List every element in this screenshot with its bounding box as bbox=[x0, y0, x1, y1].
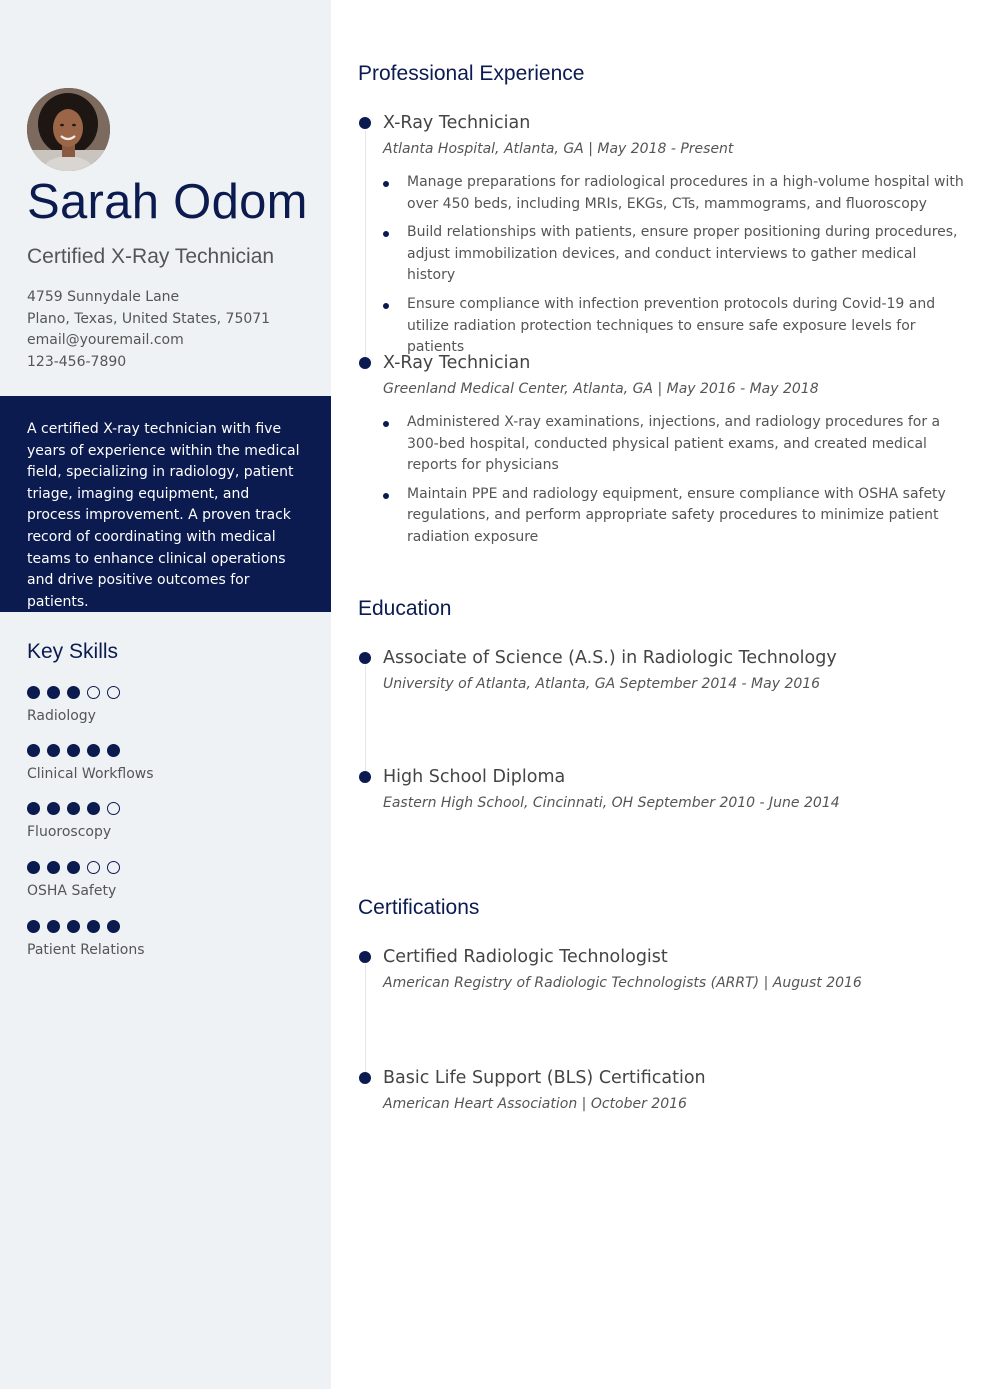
rating-dot-filled bbox=[87, 802, 100, 815]
skill-label: Radiology bbox=[27, 708, 96, 724]
certification-issuer: American Heart Association | October 2016 bbox=[383, 1096, 687, 1112]
list-item: Ensure compliance with infection prevention protocols during Covid-19 and utilize radiation protection techniques to ensure safe exposure levels for patients bbox=[407, 294, 967, 359]
job-title: X-Ray Technician bbox=[358, 351, 958, 375]
skill-label: OSHA Safety bbox=[27, 883, 117, 899]
rating-dot-filled bbox=[27, 861, 40, 874]
list-item: Maintain PPE and radiology equipment, ensure compliance with OSHA safety regulations, and perform appropriate safety procedures to minimize patient radiation exposure bbox=[407, 484, 967, 549]
avatar bbox=[27, 88, 110, 171]
timeline-dot bbox=[359, 771, 371, 783]
skill-item bbox=[27, 744, 154, 782]
skill-label: Patient Relations bbox=[27, 942, 145, 958]
job-title: X-Ray Technician bbox=[358, 111, 958, 135]
education-entry bbox=[358, 646, 958, 692]
rating-dot-filled bbox=[67, 744, 80, 757]
rating-dot-filled bbox=[107, 920, 120, 933]
rating-dot-filled bbox=[27, 744, 40, 757]
school-dates: University of Atlanta, Atlanta, GA September 2014 - May 2016 bbox=[383, 676, 821, 692]
certification-title: Certified Radiologic Technologist bbox=[358, 945, 958, 969]
list-item: Administered X-ray examinations, injections, and radiology procedures for a 300-bed hospital, conducted physical patient exams, and created medical reports for physicians bbox=[407, 412, 967, 477]
rating-dot-filled bbox=[27, 802, 40, 815]
rating-dot-filled bbox=[47, 686, 60, 699]
certification-title: Basic Life Support (BLS) Certification bbox=[358, 1066, 958, 1090]
rating-dot-filled bbox=[27, 920, 40, 933]
rating-dot-filled bbox=[107, 744, 120, 757]
candidate-name: Sarah Odom bbox=[27, 175, 308, 229]
experience-entry bbox=[358, 351, 958, 556]
rating-dot-empty bbox=[107, 686, 120, 699]
rating-dot-filled bbox=[47, 861, 60, 874]
certifications-heading: Certifications bbox=[358, 896, 480, 919]
skill-rating bbox=[27, 686, 120, 699]
job-bullets bbox=[358, 172, 964, 359]
education-entry bbox=[358, 765, 958, 811]
experience-entry bbox=[358, 111, 964, 366]
skill-rating bbox=[27, 861, 120, 874]
candidate-title: Certified X-Ray Technician bbox=[27, 245, 275, 268]
timeline-dot bbox=[359, 117, 371, 129]
rating-dot-filled bbox=[27, 686, 40, 699]
list-item: Build relationships with patients, ensure proper positioning during procedures, adjust immobilization devices, and conduct interviews to gather medical history bbox=[407, 222, 967, 287]
job-employer-dates: Greenland Medical Center, Atlanta, GA | May 2016 - May 2018 bbox=[383, 381, 819, 397]
certification-entry bbox=[358, 945, 958, 991]
rating-dot-filled bbox=[47, 744, 60, 757]
skill-item bbox=[27, 686, 120, 724]
timeline-dot bbox=[359, 1072, 371, 1084]
timeline-dot bbox=[359, 652, 371, 664]
summary-text: A certified X-ray technician with five years of experience within the medical field, specializing in radiology, patient triage, imaging equipment, and process improvement. A proven track record of coordinating with medical teams to enhance clinical operations and drive positive outcomes for patients. bbox=[27, 421, 300, 610]
degree-title: High School Diploma bbox=[358, 765, 958, 789]
sidebar bbox=[0, 0, 331, 1389]
skill-label: Fluoroscopy bbox=[27, 824, 112, 840]
email[interactable]: email@youremail.com bbox=[27, 332, 184, 348]
rating-dot-filled bbox=[67, 920, 80, 933]
list-item: Manage preparations for radiological procedures in a high-volume hospital with over 450 beds, including MRIs, EKGs, CTs, mammograms, and fluoroscopy bbox=[407, 172, 967, 215]
contact-block bbox=[27, 287, 270, 373]
rating-dot-empty bbox=[107, 861, 120, 874]
main-content bbox=[331, 0, 982, 1389]
education-heading: Education bbox=[358, 597, 452, 620]
rating-dot-filled bbox=[47, 802, 60, 815]
timeline-dot bbox=[359, 357, 371, 369]
degree-title: Associate of Science (A.S.) in Radiologic Technology bbox=[358, 646, 958, 670]
job-employer-dates: Atlanta Hospital, Atlanta, GA | May 2018 - Present bbox=[383, 141, 734, 157]
skill-rating bbox=[27, 802, 120, 815]
skill-rating bbox=[27, 920, 145, 933]
rating-dot-filled bbox=[67, 802, 80, 815]
address-line-2: Plano, Texas, United States, 75071 bbox=[27, 310, 271, 327]
rating-dot-filled bbox=[47, 920, 60, 933]
rating-dot-empty bbox=[107, 802, 120, 815]
rating-dot-filled bbox=[87, 744, 100, 757]
skills-heading: Key Skills bbox=[27, 640, 119, 663]
job-bullets bbox=[358, 412, 958, 549]
rating-dot-empty bbox=[87, 686, 100, 699]
skill-label: Clinical Workflows bbox=[27, 766, 154, 782]
rating-dot-filled bbox=[87, 920, 100, 933]
skill-rating bbox=[27, 744, 154, 757]
skill-item bbox=[27, 861, 120, 899]
phone[interactable]: 123-456-7890 bbox=[27, 353, 127, 370]
summary-block bbox=[0, 396, 331, 612]
rating-dot-filled bbox=[67, 686, 80, 699]
certification-entry bbox=[358, 1066, 958, 1112]
skill-item bbox=[27, 920, 145, 958]
timeline-dot bbox=[359, 951, 371, 963]
school-dates: Eastern High School, Cincinnati, OH September 2010 - June 2014 bbox=[383, 795, 840, 811]
certification-issuer: American Registry of Radiologic Technologists (ARRT) | August 2016 bbox=[383, 975, 862, 991]
skill-item bbox=[27, 802, 120, 840]
rating-dot-filled bbox=[67, 861, 80, 874]
experience-heading: Professional Experience bbox=[358, 62, 585, 85]
address-line-1: 4759 Sunnydale Lane bbox=[27, 289, 180, 305]
rating-dot-empty bbox=[87, 861, 100, 874]
